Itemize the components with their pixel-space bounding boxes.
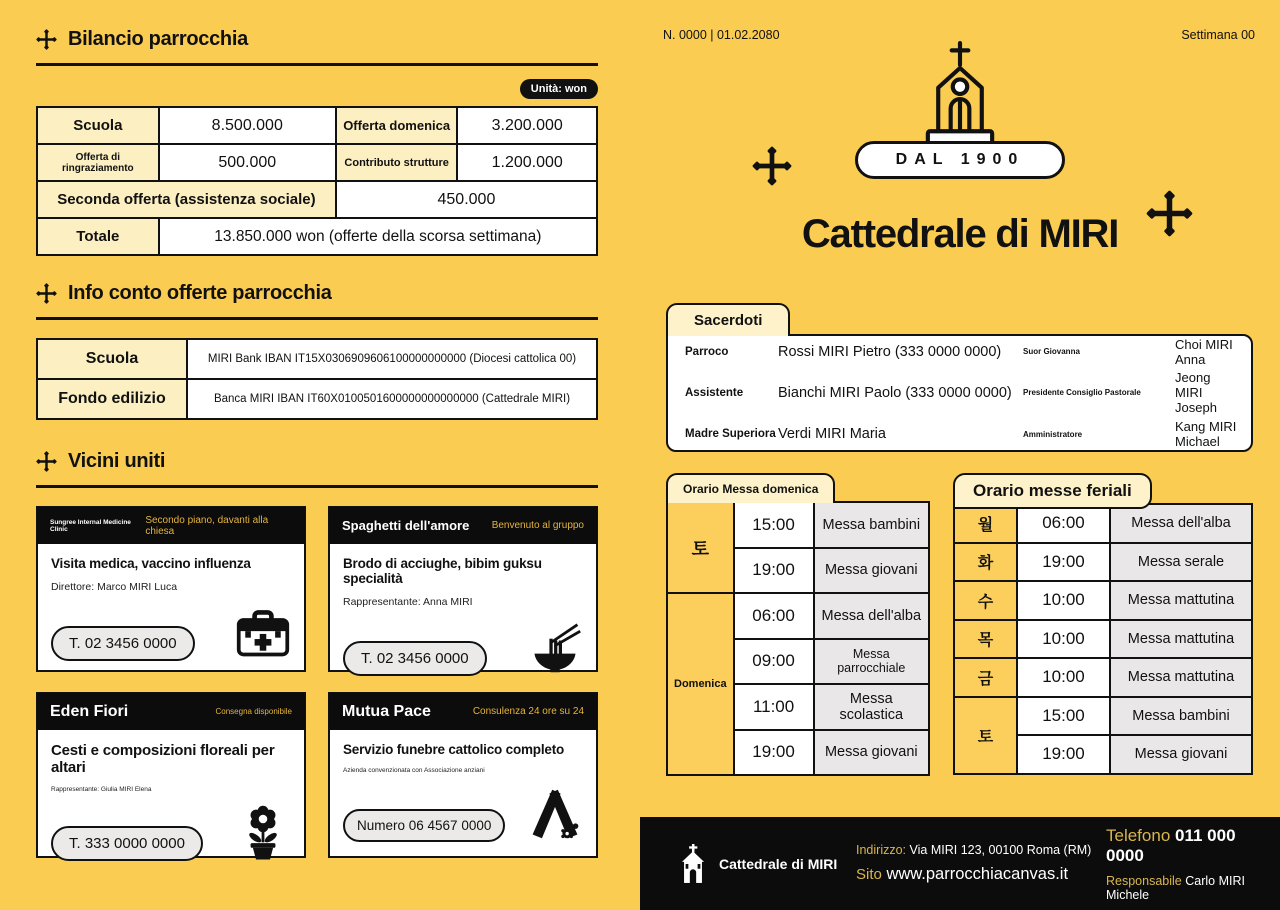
account-section-title — [36, 282, 598, 320]
card-name: Mutua Pace — [342, 702, 431, 720]
since-badge: DAL 1900 — [855, 141, 1066, 179]
card-subtitle: Direttore: Marco MIRI Luca — [51, 581, 178, 593]
balance-value: 450.000 — [336, 181, 597, 218]
page-title: Cattedrale di MIRI — [801, 212, 1119, 256]
neighbor-card-flowers — [36, 692, 306, 858]
footer-address — [856, 843, 1106, 857]
section-heading: Bilancio parrocchia — [68, 28, 248, 50]
mass-name: Messa dell'alba — [814, 593, 929, 639]
clergy-name: Jeong MIRI Joseph — [1175, 370, 1217, 416]
clergy-role: Parroco — [685, 345, 729, 358]
balance-label: Seconda offerta (assistenza sociale) — [37, 181, 336, 218]
balance-value: 1.200.000 — [457, 144, 597, 181]
manager-value: Carlo MIRI Michele — [1106, 873, 1245, 902]
mass-name: Messa dell'alba — [1110, 504, 1252, 543]
cross-ornament-icon — [752, 146, 792, 186]
card-tag: Consulenza 24 ore su 24 — [472, 706, 584, 717]
card-name: Eden Fiori — [50, 702, 129, 720]
day-label: 목 — [954, 620, 1017, 659]
mass-name: Messa serale — [1110, 543, 1252, 582]
weekday-mass-heading: Orario messe feriali — [953, 473, 1152, 509]
medical-bag-icon — [235, 605, 291, 661]
card-headline: Visita medica, vaccino influenza — [51, 556, 251, 571]
footer-site — [856, 865, 1106, 884]
mass-time: 10:00 — [1017, 581, 1110, 620]
clergy-tab: Sacerdoti — [666, 303, 790, 336]
footer-manager — [1106, 874, 1260, 902]
phone-pill: Numero 06 4567 0000 — [343, 809, 505, 842]
balance-table — [36, 106, 598, 256]
balance-value: 500.000 — [159, 144, 336, 181]
sunday-mass-tab: Orario Messa domenica — [666, 473, 835, 503]
table-row — [37, 339, 597, 379]
mass-name: Messa scolastica — [814, 684, 929, 730]
mass-name: Messa giovani — [814, 730, 929, 776]
card-tag: Consegna disponibile — [215, 707, 292, 716]
account-iban: Banca MIRI IBAN IT60X0100501600000000000000 (Cattedrale MIRI) — [187, 379, 597, 419]
mass-time: 10:00 — [1017, 620, 1110, 659]
mass-name: Messa bambini — [1110, 697, 1252, 736]
mass-name: Messa giovani — [1110, 735, 1252, 774]
mass-name: Messa mattutina — [1110, 620, 1252, 659]
cross-ornament-icon — [36, 29, 57, 50]
table-row — [954, 697, 1252, 736]
clergy-name: Choi MIRI Anna — [1175, 336, 1233, 367]
clergy-role: Assistente — [685, 386, 744, 399]
mass-time: 06:00 — [1017, 504, 1110, 543]
table-row — [667, 593, 929, 639]
mass-name: Messa mattutina — [1110, 658, 1252, 697]
week-number: Settimana 00 — [1181, 28, 1255, 42]
table-row — [954, 658, 1252, 697]
phone-pill: T. 02 3456 0000 — [51, 626, 195, 661]
neighbor-card-funeral — [328, 692, 598, 858]
neighbors-section-title — [36, 450, 598, 488]
clergy-role: Presidente Consiglio Pastorale — [1023, 388, 1141, 398]
mass-time: 11:00 — [734, 684, 814, 730]
account-table — [36, 338, 598, 420]
noodles-icon — [527, 620, 583, 676]
table-row — [37, 144, 597, 181]
day-label: 토 — [667, 502, 734, 593]
footer-bar — [640, 817, 1280, 910]
manager-label: Responsabile — [1106, 873, 1182, 888]
clergy-name: Bianchi MIRI Paolo (333 0000 0000) — [778, 384, 1012, 401]
neighbor-card-noodles — [328, 506, 598, 672]
card-name: Spaghetti dell'amore — [342, 518, 470, 533]
mass-name: Messa parrocchiale — [814, 639, 929, 685]
phone-pill: T. 02 3456 0000 — [343, 641, 487, 676]
balance-label: Offerta di ringraziamento — [37, 144, 159, 181]
clergy-section — [666, 303, 1253, 452]
card-tag: Benvenuto al gruppo — [491, 520, 584, 531]
section-heading: Vicini uniti — [68, 450, 166, 472]
cross-ornament-icon — [36, 283, 57, 304]
table-row — [667, 502, 929, 548]
masthead — [640, 40, 1280, 179]
card-name: Sungree Internal Medicine Clinic — [50, 518, 131, 533]
table-row — [37, 218, 597, 255]
mass-time: 09:00 — [734, 639, 814, 685]
phone-value: 011 000 0000 — [1106, 825, 1236, 865]
flower-icon — [235, 805, 291, 861]
mass-time: 06:00 — [734, 593, 814, 639]
clergy-name: Verdi MIRI Maria — [778, 426, 886, 443]
balance-label: Scuola — [37, 107, 159, 144]
mass-time: 15:00 — [734, 502, 814, 548]
section-heading: Info conto offerte parrocchia — [68, 282, 332, 304]
card-subtitle: Azienda convenzionata con Associazione anziani — [343, 767, 485, 774]
site-label: Sito — [856, 866, 882, 883]
footer-phone — [1106, 826, 1260, 866]
sunday-mass-table — [666, 501, 930, 776]
card-headline: Cesti e composizioni floreali per altari — [51, 742, 275, 776]
funeral-ribbon-icon — [527, 786, 583, 842]
balance-section-title — [36, 28, 598, 66]
card-tag: Secondo piano, davanti alla chiesa — [145, 514, 269, 537]
clergy-role: Amministratore — [1023, 429, 1083, 439]
address-value: Via MIRI 123, 00100 Roma (RM) — [909, 843, 1092, 857]
balance-value: 3.200.000 — [457, 107, 597, 144]
mass-time: 15:00 — [1017, 697, 1110, 736]
weekday-mass-table — [953, 503, 1253, 775]
day-label: 수 — [954, 581, 1017, 620]
phone-pill: T. 333 0000 0000 — [51, 826, 203, 861]
table-row — [37, 379, 597, 419]
mass-name: Messa bambini — [814, 502, 929, 548]
clergy-role: Suor Giovanna — [1023, 347, 1080, 357]
clergy-role: Madre Superiora — [685, 428, 776, 441]
table-row — [37, 181, 597, 218]
right-page — [640, 0, 1280, 910]
neighbor-card-clinic — [36, 506, 306, 672]
day-label: 화 — [954, 543, 1017, 582]
mass-time: 10:00 — [1017, 658, 1110, 697]
table-row — [954, 543, 1252, 582]
table-row — [954, 620, 1252, 659]
weekday-mass-section — [953, 473, 1253, 775]
card-subtitle: Rappresentante: Giulia MIRI Elena — [51, 786, 152, 793]
day-label: 월 — [954, 504, 1017, 543]
card-headline: Servizio funebre cattolico completo — [343, 742, 565, 757]
mass-time: 19:00 — [1017, 735, 1110, 774]
card-headline: Brodo di acciughe, bibim guksu specialità — [343, 556, 542, 586]
mass-name: Messa mattutina — [1110, 581, 1252, 620]
church-icon — [908, 40, 1012, 152]
issue-number: N. 0000 | 01.02.2080 — [663, 28, 780, 42]
unit-badge: Unità: won — [520, 79, 598, 99]
church-icon — [678, 844, 708, 884]
balance-total-value: 13.850.000 won (offerte della scorsa settimana) — [159, 218, 597, 255]
table-row — [37, 107, 597, 144]
day-label: Domenica — [667, 593, 734, 775]
mass-time: 19:00 — [1017, 543, 1110, 582]
address-label: Indirizzo: — [856, 843, 907, 857]
footer-brand-name: Cattedrale di MIRI — [719, 855, 838, 872]
table-row — [954, 504, 1252, 543]
balance-label: Offerta domenica — [336, 107, 458, 144]
footer-brand — [678, 844, 856, 884]
table-row — [954, 581, 1252, 620]
balance-label: Contributo strutture — [336, 144, 458, 181]
phone-label: Telefono — [1106, 825, 1171, 845]
account-label: Fondo edilizio — [37, 379, 187, 419]
cross-ornament-icon — [36, 451, 57, 472]
day-label: 토 — [954, 697, 1017, 774]
account-iban: MIRI Bank IBAN IT15X0306909606100000000000 (Diocesi cattolica 00) — [187, 339, 597, 379]
clergy-name: Kang MIRI Michael — [1175, 419, 1237, 450]
card-subtitle: Rappresentante: Anna MIRI — [343, 596, 473, 608]
mass-time: 19:00 — [734, 548, 814, 594]
account-label: Scuola — [37, 339, 187, 379]
clergy-name: Rossi MIRI Pietro (333 0000 0000) — [778, 343, 1002, 360]
balance-label: Totale — [37, 218, 159, 255]
day-label: 금 — [954, 658, 1017, 697]
sunday-mass-section — [666, 473, 930, 776]
balance-value: 8.500.000 — [159, 107, 336, 144]
mass-name: Messa giovani — [814, 548, 929, 594]
mass-time: 19:00 — [734, 730, 814, 776]
site-value: www.parrocchiacanvas.it — [886, 865, 1069, 883]
